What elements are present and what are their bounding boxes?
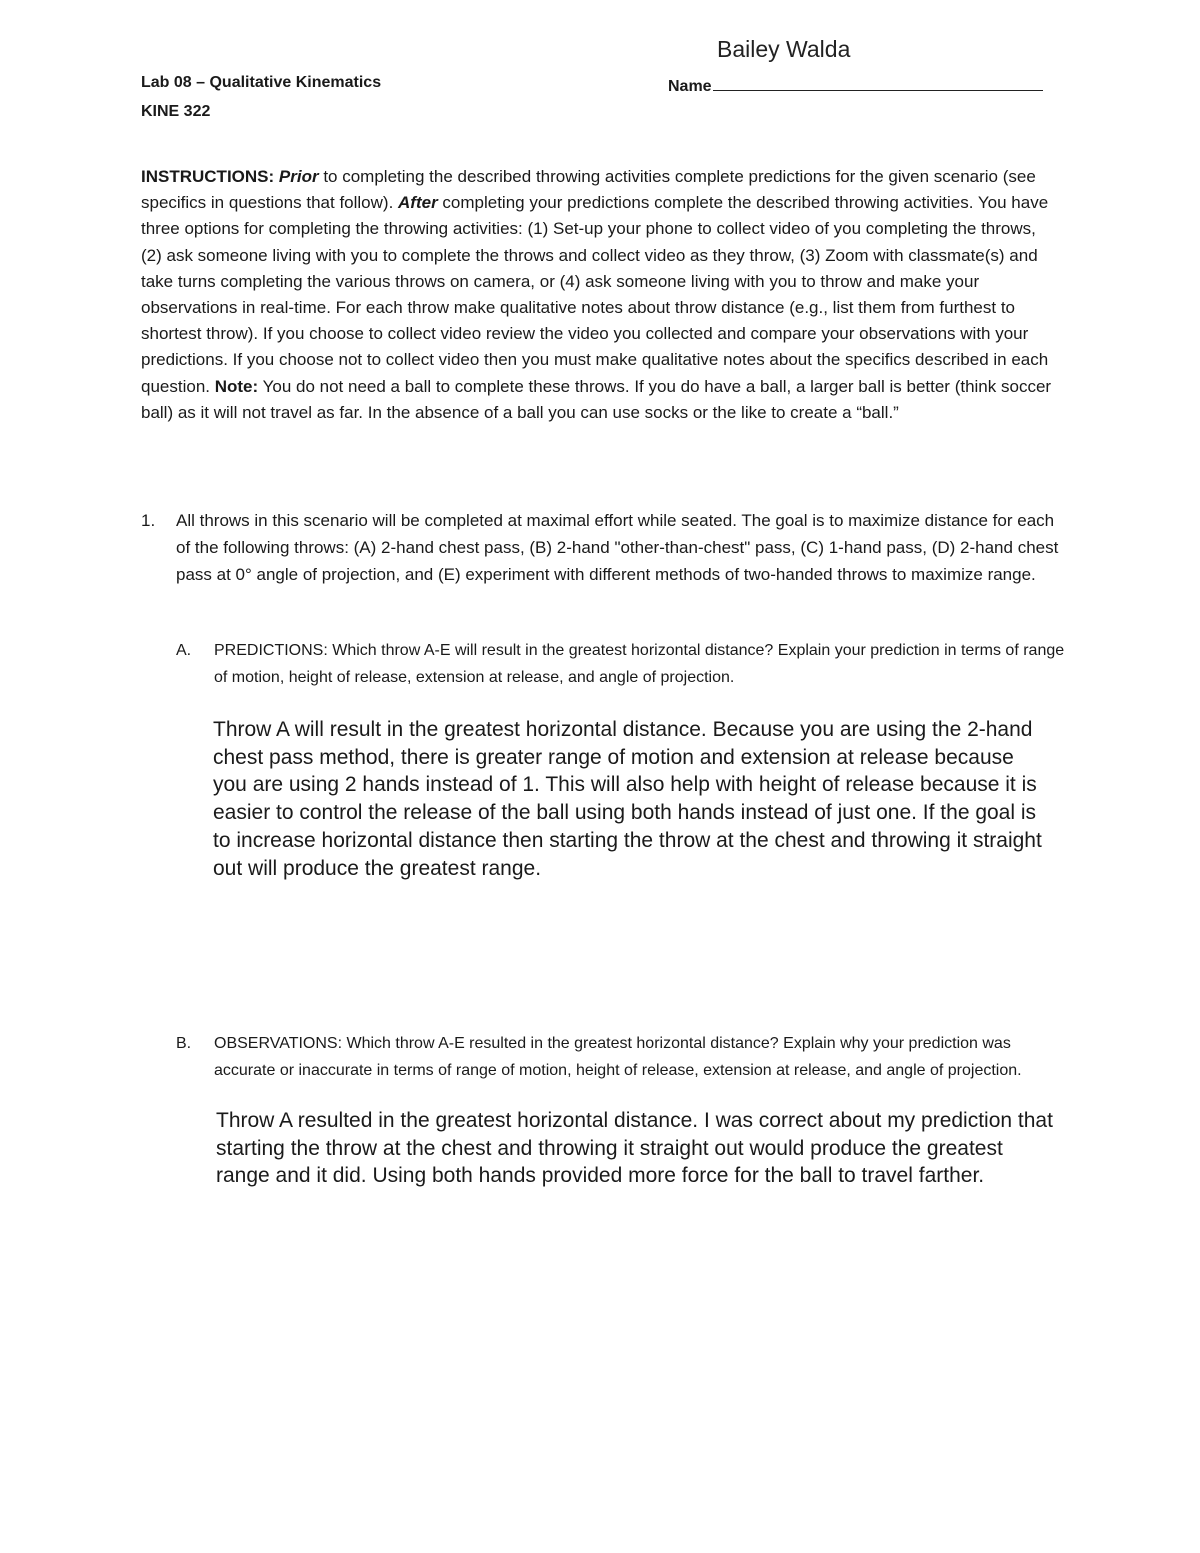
part-a-label: A. xyxy=(176,642,192,659)
student-name: Bailey Walda xyxy=(717,36,851,62)
instructions-paragraph xyxy=(141,164,1061,426)
part-a-answer: Throw A will result in the greatest horizontal distance. Because you are using the 2-hand chest pass method, there is greater range of motion and extension at release because you are using 2 hands instead of 1. This will also help with height of release because it is easier to control the release of the ball using both hands instead of just one. If the goal is to increase horizontal distance then starting the throw at the chest and throwing it straight out will produce the greatest range. xyxy=(213,718,1042,880)
question-1 xyxy=(141,507,1071,588)
part-a-prompt-text: PREDICTIONS: Which throw A-E will result in the greatest horizontal distance? Explain your prediction in terms of range of motion, height of release, extension at release, and angle of projection. xyxy=(214,642,1065,686)
instructions-after: After xyxy=(398,193,438,213)
name-underline xyxy=(713,74,1043,91)
instructions-part3: You do not need a ball to complete these throws. If you do have a ball, a larger ball is better (think soccer ball) as it will not travel as far. In the absence of a ball you can use socks or the like to create a “ball.” xyxy=(141,376,1052,422)
part-b-answer: Throw A resulted in the greatest horizontal distance. I was correct about my prediction that starting the throw at the chest and throwing it straight out would produce the greatest range and it did. Using both hands provided more force for the ball to travel farther. xyxy=(216,1109,1053,1188)
part-b-prompt xyxy=(176,1031,1071,1084)
name-label: Name xyxy=(668,78,712,95)
part-a-prompt xyxy=(176,638,1066,691)
course-code: KINE 322 xyxy=(141,103,211,120)
part-b-label: B. xyxy=(176,1035,192,1052)
question-1-number: 1. xyxy=(141,511,156,530)
question-1-text: All throws in this scenario will be completed at maximal effort while seated. The goal is to maximize distance for each of the following throws: (A) 2-hand chest pass, (B) 2-hand "other-than-chest" pass, (C) 1-hand pass, (D) 2-hand chest pass at 0° angle of projection, and (E) experiment with different methods of two-handed throws to maximize range. xyxy=(176,511,1059,584)
instructions-part1: to completing the described throwing activities complete predictions for the given scenario (see specifics in questions that follow). xyxy=(141,167,1036,213)
lab-title: Lab 08 – Qualitative Kinematics xyxy=(141,74,382,91)
instructions-part2: completing your predictions complete the described throwing activities. You have three options for completing the throwing activities: (1) Set-up your phone to collect video of you completing the throws, (2) ask someone living with you to complete the throws and collect video as they throw, (3) Zoom with classmate(s) and take turns completing the various throws on camera, or (4) ask someone living with you to throw and make your observations in real-time. For each throw make qualitative notes about throw distance (e.g., list them from furthest to shortest throw). If you choose to collect video review the video you collected and compare your observations with your predictions. If you choose not to collect video then you must make qualitative notes about the specifics described in each question. xyxy=(141,193,1049,396)
instructions-note-label: Note: xyxy=(214,376,259,396)
name-field xyxy=(668,74,1043,96)
part-b-prompt-text: OBSERVATIONS: Which throw A-E resulted in the greatest horizontal distance? Explain why your prediction was accurate or inaccurate in terms of range of motion, height of release, extension at release, and angle of projection. xyxy=(214,1035,1022,1079)
instructions-label: INSTRUCTIONS: xyxy=(141,167,275,186)
instructions-prior: Prior xyxy=(278,167,319,186)
